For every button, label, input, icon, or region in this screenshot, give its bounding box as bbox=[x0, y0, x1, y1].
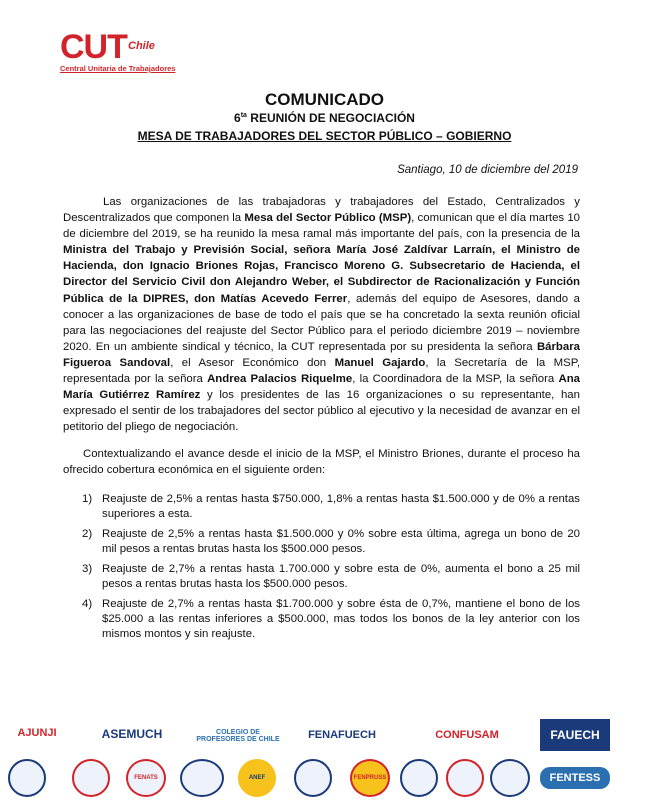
bold-text-run: Mesa del Sector Público (MSP) bbox=[244, 212, 412, 225]
list-item bbox=[82, 527, 580, 557]
cut-logo-text: CUT bbox=[60, 28, 127, 66]
text-run: , la Secretaría de la MSP, representada por la señora bbox=[63, 356, 581, 386]
text-run: y los presidentes de las 16 organizaciones o su representante, han expresado el sentir de los trabajadores del sector público al ejecutivo y la necesidad de avanzar en el petitorio del pliego de negociación. bbox=[63, 389, 580, 434]
list-item-text: Reajuste de 2,5% a rentas hasta $1.500.000 y 0% sobre esta última, agrega un bono de 20 mil pesos a rentas brutas hasta los $500.000 pesos. bbox=[102, 527, 580, 556]
confenats-logo bbox=[8, 759, 46, 797]
cut-logo-subtitle: Central Unitaria de Trabajadores bbox=[60, 64, 176, 73]
confederation-emblem-logo bbox=[490, 759, 530, 797]
list-item-number: 4) bbox=[82, 597, 93, 610]
confusam-logo: CONFUSAM bbox=[435, 729, 499, 741]
cut-logo bbox=[60, 26, 176, 76]
meeting-ordinal-suffix: ta bbox=[240, 112, 247, 119]
fenafuech-logo: FENAFUECH bbox=[308, 729, 376, 741]
document-subtitle: MESA DE TRABAJADORES DEL SECTOR PÚBLICO – GOBIERNO bbox=[137, 129, 512, 143]
seal-emblem-logo bbox=[446, 759, 484, 797]
list-item bbox=[82, 597, 580, 643]
text-run: , comunican que el día martes 10 de diciembre del 2019, se ha reunido la mesa ramal más importante del país, con la presencia de la bbox=[63, 212, 581, 241]
bold-text-run: Ministra del Trabajo y Previsión Social, señora María José Zaldívar Larraín, el Ministro de Hacienda, don Ignacio Briones Rojas, Francisco Moreno G. Subsecretario de Hacienda, el Director del Servicio Civil don Alejandro Weber, el Subdirector de Racionalización y Función Pública de la DIPRES, don Matías Acevedo Ferrer bbox=[63, 244, 580, 305]
fauech-logo: FAUECH bbox=[540, 719, 610, 751]
bold-text-run: Manuel Gajardo bbox=[334, 356, 426, 369]
fenafuch-emblem-logo bbox=[180, 759, 224, 797]
text-run: , la Coordinadora de la MSP, la señora bbox=[352, 373, 559, 386]
document-title: COMUNICADO bbox=[265, 90, 384, 109]
meeting-heading-text: REUNIÓN DE NEGOCIACIÓN bbox=[246, 111, 415, 125]
list-item-number: 2) bbox=[82, 527, 93, 540]
cut-logo-chile: Chile bbox=[128, 40, 155, 52]
list-item bbox=[82, 492, 580, 522]
fentess-logo: FENTESS bbox=[540, 767, 610, 789]
document-date: Santiago, 10 de diciembre del 2019 bbox=[397, 164, 578, 176]
anef-logo: ANEF bbox=[238, 759, 276, 797]
bold-text-run: Ana María Gutiérrez Ramírez bbox=[63, 373, 580, 402]
globe-emblem-logo bbox=[400, 759, 438, 797]
union-emblem-logo bbox=[294, 759, 332, 797]
list-item-number: 3) bbox=[82, 562, 93, 575]
ajunji-logo: AJUNJI bbox=[17, 727, 57, 739]
organizations-logo-strip bbox=[0, 715, 649, 801]
paragraph-2: Contextualizando el avance desde el inicio de la MSP, el Ministro Briones, durante el proceso ha ofrecido cobertura económica en el siguiente orden: bbox=[63, 448, 580, 477]
list-item-text: Reajuste de 2,7% a rentas hasta 1.700.000 y sobre esta de 0%, aumenta el bono a 25 mil pesos a rentas brutas hasta los $500.000 pesos. bbox=[102, 562, 580, 591]
text-run: , el Asesor Económico don bbox=[170, 356, 335, 369]
colegio-profesores-logo: COLEGIO DE PROFESORES DE CHILE bbox=[196, 729, 280, 743]
cross-emblem-logo bbox=[72, 759, 110, 797]
list-item-number: 1) bbox=[82, 493, 93, 505]
list-item-text: Reajuste de 2,7% a rentas hasta $1.700.000 y sobre ésta de 0,7%, mantiene el bono de los $25.000 a las rentas inferiores a $500.000, mas todos los bonos de la ley anterior con los mismos montos y sin reajuste. bbox=[102, 597, 580, 641]
fenpruss-logo: FENPRUSS bbox=[350, 759, 390, 797]
meeting-ordinal: 6 bbox=[234, 111, 241, 125]
text-run: , además del equipo de Asesores, dando a conocer a las organizaciones de base de todo el país que se ha concretado la sexta reunión oficial para las negociaciones del reajuste del Sector Público para el periodo diciembre 2019 – noviembre 2020. En un ambiente sindical y técnico, la CUT representada por su presidenta la señora bbox=[63, 292, 580, 353]
asemuch-logo: ASEMUCH bbox=[101, 727, 163, 741]
list-item-text: Reajuste de 2,5% a rentas hasta $750.000, 1,8% a rentas hasta $1.500.000 y de 0% a rentas superiores a esta. bbox=[102, 493, 580, 521]
text-run: Las organizaciones de las trabajadoras y trabajadores del Estado, Centralizados y Descentralizados que componen la bbox=[63, 196, 580, 225]
meeting-heading bbox=[0, 111, 649, 125]
bold-text-run: Bárbara Figueroa Sandoval bbox=[63, 340, 580, 369]
paragraph-1 bbox=[63, 194, 580, 435]
list-item bbox=[82, 562, 580, 592]
fenats-logo: FENATS bbox=[126, 759, 166, 797]
bold-text-run: Andrea Palacios Riquelme bbox=[207, 373, 353, 386]
offer-list bbox=[82, 492, 580, 647]
